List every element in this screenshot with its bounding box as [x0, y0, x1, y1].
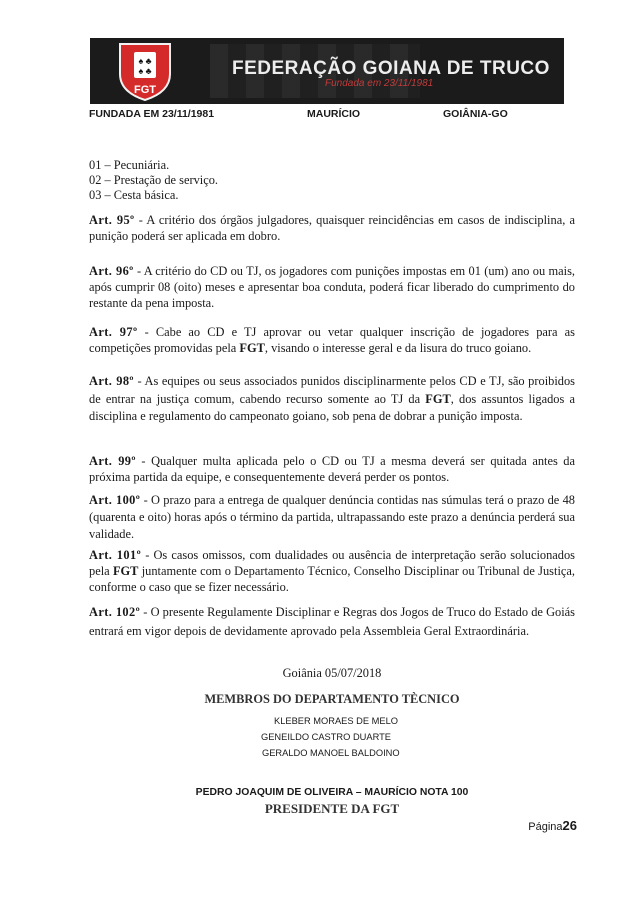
page-footer — [528, 818, 577, 833]
header-banner — [90, 38, 564, 104]
article-label: Art. 98º — [89, 374, 134, 388]
page-label: Página — [528, 821, 563, 833]
date-line: Goiânia 05/07/2018 — [282, 666, 382, 680]
svg-text:♠ ♣: ♠ ♣ — [138, 56, 152, 66]
article-99 — [89, 453, 575, 485]
fgt-bold: FGT — [425, 391, 451, 406]
header-founded: FUNDADA EM 23/11/1981 — [89, 108, 215, 120]
fgt-shield-logo — [114, 40, 176, 102]
article-97 — [89, 324, 575, 356]
article-text: - A critério do CD ou TJ, os jogadores com punições impostas em 01 (um) ano ou mais, após cumprir 08 (oito) meses e apresentar boa conduta, poderá ficar liberado do cumprimento do restante da pena imposta. — [89, 264, 575, 310]
member-name: KLEBER MORAES DE MELO — [274, 716, 398, 726]
article-text: - O presente Regulamente Disciplinar e Regras dos Jogos de Truco do Estado de Goiás entrará em vigor depois de devidamente aprovado pela Assembleia Geral Extraordinária. — [89, 605, 575, 638]
article-text: - Os casos omissos, com dualidades ou ausência de interpretação serão solucionados pela — [89, 548, 575, 578]
article-text: - As equipes ou seus associados punidos disciplinarmente pelos CD e TJ, são proibidos de entrar na justiça comum, cabendo recurso somente ao TJ da — [89, 374, 575, 406]
svg-text:♠ ♣: ♠ ♣ — [138, 66, 152, 76]
member-name: GENEILDO CASTRO DUARTE — [261, 732, 392, 742]
article-label: Art. 96º — [89, 264, 134, 278]
article-98 — [89, 373, 575, 426]
article-text: - O prazo para a entrega de qualquer denúncia contidas nas súmulas terá o prazo de 48 (quarenta e oito) horas após o término da partida, ultrapassando este prazo a denúncia perderá sua validade. — [89, 493, 575, 541]
fgt-bold: FGT — [112, 564, 139, 578]
list-item: 02 – Prestação de serviço. — [89, 173, 219, 187]
banner-subtitle: Fundada em 23/11/1981 — [325, 78, 434, 89]
article-text-cont: , dos assuntos ligados a disciplina e regulamento do campeonato goiano, sob pena de dobrar a punição imposta. — [89, 391, 575, 423]
article-102 — [89, 603, 575, 641]
fgt-bold: FGT — [239, 341, 265, 355]
article-95 — [89, 212, 575, 244]
article-100 — [89, 492, 575, 543]
article-label: Art. 100º — [89, 493, 141, 507]
article-text-cont: , visando o interesse geral e da lisura do truco goiano. — [264, 341, 532, 355]
article-label: Art. 95º — [89, 213, 135, 227]
article-text-cont: juntamente com o Departamento Técnico, Conselho Disciplinar ou Tribunal de Justiça, conforme o caso que se fizer necessário. — [89, 564, 575, 594]
members-title: MEMBROS DO DEPARTAMENTO TÈCNICO — [204, 692, 460, 706]
list-item: 03 – Cesta básica. — [89, 188, 179, 202]
article-label: Art. 101º — [89, 548, 142, 562]
article-101 — [89, 547, 575, 595]
penalty-list — [89, 158, 575, 203]
banner-title: FEDERAÇÃO GOIANA DE TRUCO — [232, 58, 550, 79]
member-name: GERALDO MANOEL BALDOINO — [262, 748, 400, 758]
page-number: 26 — [562, 818, 577, 833]
members-list — [261, 713, 400, 761]
article-text: - Qualquer multa aplicada pelo o CD ou TJ a mesma deverá ser quitada antes da próxima partida da equipe, e consequentemente deverá perder os pontos. — [89, 454, 575, 484]
article-text: - Cabe ao CD e TJ aprovar ou vetar qualquer inscrição de jogadores para as competições promovidas pela — [89, 325, 575, 355]
article-96 — [89, 263, 575, 311]
article-label: Art. 102º — [89, 605, 141, 619]
president-title: PRESIDENTE DA FGT — [264, 801, 400, 816]
article-label: Art. 97º — [89, 325, 138, 339]
header-city: GOIÂNIA-GO — [443, 108, 508, 120]
header-author: MAURÍCIO — [307, 108, 361, 120]
logo-text: FGT — [134, 84, 156, 96]
president-name: PEDRO JOAQUIM DE OLIVEIRA – MAURÍCIO NOTA 100 — [195, 787, 469, 798]
list-item: 01 – Pecuniária. — [89, 158, 170, 172]
article-text: - A critério dos órgãos julgadores, quaisquer reincidências em casos de indisciplina, a punição poderá ser aplicada em dobro. — [89, 213, 575, 243]
article-label: Art. 99º — [89, 454, 136, 468]
